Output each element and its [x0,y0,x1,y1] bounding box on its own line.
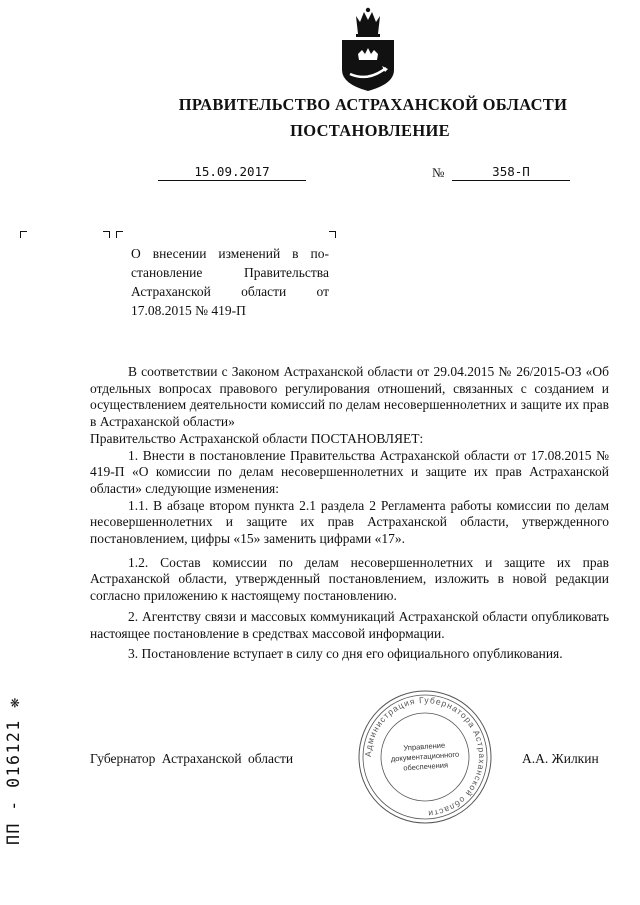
signatory-name: А.А. Жилкин [522,751,599,766]
corner-mark [116,231,123,238]
number-label: № [432,165,445,180]
document-date: 15.09.2017 [158,164,306,181]
clause-3: 3. Постановление вступает в силу со дня его официального опубликования. [128,646,563,662]
clause-2: 2. Агентству связи и массовых коммуникаций Астраханской области опубликовать настоящее постановление в средствах массовой информации. [90,608,609,641]
stamp-ring-text: Администрация Губернатора Астраханской области [362,694,488,820]
document-subject [131,244,329,320]
margin-document-code: ПП - 016121 ❋ [4,696,23,845]
document-type: ПОСТАНОВЛЕНИЕ [290,121,450,140]
corner-mark [329,231,336,238]
stamp-center-text: Управление документационного обеспечения [390,740,460,773]
corner-mark [20,231,27,238]
government-title: ПРАВИТЕЛЬСТВО АСТРАХАНСКОЙ ОБЛАСТИ [178,95,568,114]
document-number: 358-П [452,164,570,181]
subject-line: становление Правительства [131,265,329,280]
clause-1-1: 1.1. В абзаце втором пункта 2.1 раздела 2 Регламента работы комиссии по делам несовершеннолетних и защите их прав Астраханской области, утвержденного постановлением, цифры «15» заменить цифрами «17». [90,497,609,547]
subject-line: 17.08.2015 № 419-П [131,303,246,318]
document-body [90,364,609,663]
clause-1-2: 1.2. Состав комиссии по делам несовершеннолетних и защите их прав Астраханской области, утвержденный постановлением, изложить в новой редакции согласно приложению к настоящему постановлению. [90,554,609,604]
subject-line: О внесении изменений в по- [131,246,329,261]
signatory-position: Губернатор Астраханской области [90,751,294,766]
coat-of-arms-icon [338,6,398,92]
preamble-paragraph: В соответствии с Законом Астраханской области от 29.04.2015 № 26/2015-ОЗ «Об отдельных вопросах правового регулирования отношений, связанных с созданием и осуществлением деятельности комиссий по делам несовершеннолетних и защите их прав в Астраханской области» [90,364,609,430]
resolution-line: Правительство Астраханской области ПОСТАНОВЛЯЕТ: [90,430,424,446]
corner-mark [103,231,110,238]
subject-line: Астраханской области от [131,284,329,299]
clause-1: 1. Внести в постановление Правительства Астраханской области от 17.08.2015 № 419-П «О комиссии по делам несовершеннолетних и защите их прав Астраханской области» следующие изменения: [90,447,609,496]
